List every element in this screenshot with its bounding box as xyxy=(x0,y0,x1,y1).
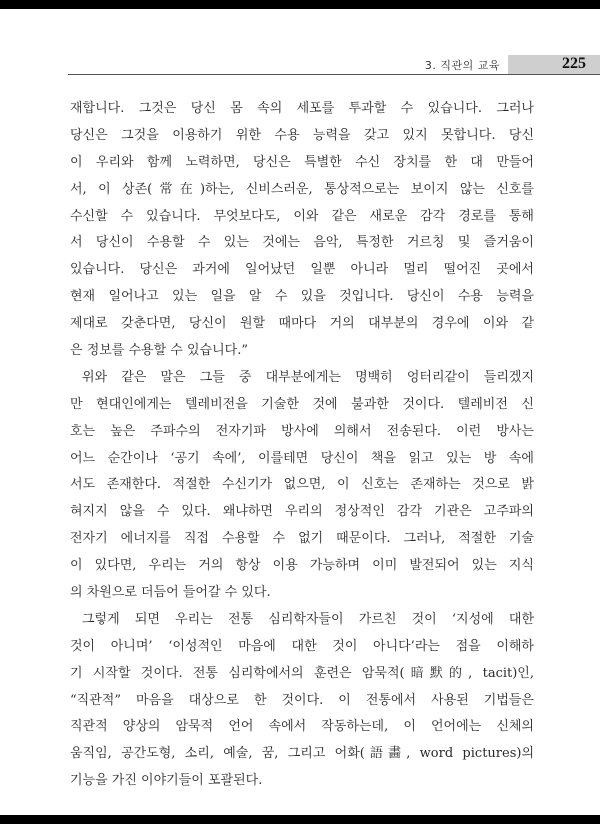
text-line: 서, 이 상존(常在)하는, 신비스러운, 통상적으로는 보이지 않는 신호를 xyxy=(70,181,534,197)
text-line: 은 정보를 수용할 수 있습니다.” xyxy=(70,343,249,359)
bottom-border xyxy=(0,815,600,824)
text-line: 수신할 수 있습니다. 무엇보다도, 이와 같은 새로운 감각 경로를 통해 xyxy=(70,208,534,224)
text-line: 혀지지 않을 수 있다. 왜냐하면 우리의 정상적인 감각 기관은 고주파의 xyxy=(70,504,534,520)
text-line: 그렇게 되면 우리는 전통 심리학자들이 가르친 것이 ‘지성에 대한 xyxy=(82,611,534,627)
body-text xyxy=(70,96,534,795)
running-head: 3. 직관의 교육 xyxy=(424,59,500,72)
text-line: 이 우리와 함께 노력하면, 당신은 특별한 수신 장치를 한 대 만들어 xyxy=(70,154,534,170)
text-line: 전자기 에너지를 직접 수용할 수 없기 때문이다. 그러나, 적절한 기술 xyxy=(70,531,534,547)
text-line: 있습니다. 당신은 과거에 일어났던 일뿐 아니라 멀리 떨어진 곳에서 xyxy=(70,262,534,278)
text-line: 어느 순간이나 ‘공기 속에’, 이를테면 당신이 책을 읽고 있는 방 속에 xyxy=(70,450,534,466)
text-line: 서도 존재한다. 적절한 수신기가 없으면, 이 신호는 존재하는 것으로 밝 xyxy=(70,477,534,493)
text-line: 현재 일어나고 있는 일을 알 수 있을 것입니다. 당신이 수용 능력을 xyxy=(70,289,534,305)
text-line: 의 차원으로 더듬어 들어갈 수 있다. xyxy=(70,585,271,601)
text-line: 당신은 그것을 이용하기 위한 수용 능력을 갖고 있지 못합니다. 당신 xyxy=(70,127,534,143)
paragraph xyxy=(70,96,534,365)
text-line: 재합니다. 그것은 당신 몸 속의 세포를 투과할 수 있습니다. 그러나 xyxy=(70,101,534,116)
text-line: 이 있다면, 우리는 거의 항상 이용 가능하며 이미 발전되어 있는 지식 xyxy=(70,558,534,574)
text-line: 기 시작할 것이다. 전통 심리학에서의 훈련은 암묵적(暗默的, tacit)인, xyxy=(70,665,534,681)
text-line: 서 당신이 수용할 수 있는 것에는 음악, 특정한 거르칭 및 즐거움이 xyxy=(70,235,534,251)
top-border xyxy=(0,0,600,9)
paragraph xyxy=(70,607,534,795)
page-number-tab xyxy=(508,55,600,75)
text-line: 것이 아니며’ ‘이성적인 마음에 대한 것이 아니다’라는 점을 이해하 xyxy=(70,638,534,654)
paragraph xyxy=(70,365,534,607)
text-line: 제대로 갖춘다면, 당신이 원할 때마다 거의 대부분의 경우에 이와 같 xyxy=(70,316,534,332)
header-rule xyxy=(68,74,600,75)
text-line: 호는 높은 주파수의 전자기파 방사에 의해서 전송된다. 이런 방사는 xyxy=(70,423,534,439)
text-line: 위와 같은 말은 그들 중 대부분에게는 명백히 엉터리같이 들리겠지 xyxy=(82,369,534,385)
text-line: “직관적” 마음을 대상으로 한 것이다. 이 전통에서 사용된 기법들은 xyxy=(70,692,534,708)
text-line: 기능을 가진 이야기들이 포괄된다. xyxy=(70,773,263,789)
page-number: 225 xyxy=(562,55,586,72)
text-line: 직관적 양상의 암묵적 언어 속에서 작동하는데, 이 언어에는 신체의 xyxy=(70,719,534,735)
text-line: 만 현대인에게는 텔레비전을 기술한 것에 불과한 것이다. 텔레비전 신 xyxy=(70,396,534,412)
text-line: 움직임, 공간도형, 소리, 예술, 꿈, 그리고 어화(語畵, word pictures)의 xyxy=(70,746,534,762)
